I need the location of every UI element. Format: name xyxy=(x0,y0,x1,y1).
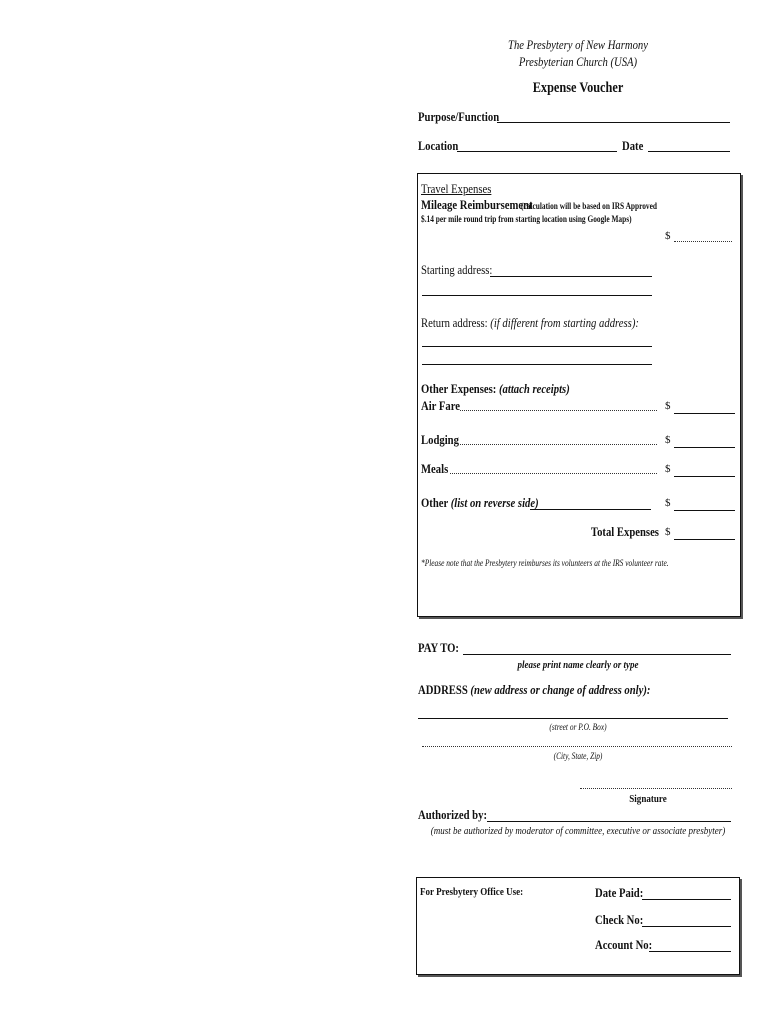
air-fare-leader xyxy=(460,410,657,411)
signature-field[interactable] xyxy=(580,788,732,789)
check-no-label: Check No: xyxy=(595,912,644,927)
city-caption: (City, State, Zip) xyxy=(553,751,603,761)
mileage-amount-field[interactable] xyxy=(674,241,732,242)
starting-address-field-2[interactable] xyxy=(422,295,652,296)
other-description-field[interactable] xyxy=(530,509,651,510)
date-paid-label: Date Paid: xyxy=(595,885,644,900)
mileage-note: (calculation will be based on IRS Approved xyxy=(521,201,658,211)
purpose-label: Purpose/Function xyxy=(418,109,500,124)
other-currency: $ xyxy=(665,497,671,509)
account-no-field[interactable] xyxy=(649,951,731,952)
mileage-label: Mileage Reimbursement xyxy=(421,197,533,212)
meals-leader xyxy=(450,473,657,474)
purpose-field[interactable] xyxy=(497,122,730,123)
lodging-amount-field[interactable] xyxy=(674,447,735,448)
lodging-label: Lodging xyxy=(421,432,459,447)
authorized-by-label: Authorized by: xyxy=(418,807,487,822)
lodging-leader xyxy=(460,444,657,445)
org-denomination: Presbyterian Church (USA) xyxy=(518,54,638,69)
starting-address-field[interactable] xyxy=(490,276,652,277)
meals-label: Meals xyxy=(421,461,449,476)
date-label: Date xyxy=(622,138,644,153)
location-label: Location xyxy=(418,138,459,153)
page-title: Expense Voucher xyxy=(532,80,624,96)
street-field[interactable] xyxy=(418,718,728,719)
total-currency: $ xyxy=(665,526,671,538)
return-address-field-2[interactable] xyxy=(422,364,652,365)
travel-heading: Travel Expenses xyxy=(421,181,492,196)
other-label: Other (list on reverse side) xyxy=(421,495,539,510)
air-fare-amount-field[interactable] xyxy=(674,413,735,414)
return-address-label: Return address: (if different from starting address): xyxy=(421,315,639,330)
pay-to-field[interactable] xyxy=(463,654,731,655)
location-field[interactable] xyxy=(457,151,617,152)
signature-caption: Signature xyxy=(629,793,667,805)
date-paid-field[interactable] xyxy=(642,899,731,900)
reimbursement-note: *Please note that the Presbytery reimburses its volunteers at the IRS volunteer rate. xyxy=(421,558,669,568)
print-name-note: please print name clearly or type xyxy=(517,659,639,671)
account-no-label: Account No: xyxy=(595,937,653,952)
other-expenses-heading: Other Expenses: (attach receipts) xyxy=(421,381,570,396)
meals-amount-field[interactable] xyxy=(674,476,735,477)
pay-to-label: PAY TO: xyxy=(418,640,459,655)
mileage-note-cont: $.14 per mile round trip from starting location using Google Maps) xyxy=(421,214,632,224)
lodging-currency: $ xyxy=(665,434,671,446)
other-amount-field[interactable] xyxy=(674,510,735,511)
air-fare-label: Air Fare xyxy=(421,398,460,413)
city-field[interactable] xyxy=(422,746,732,747)
check-no-field[interactable] xyxy=(642,926,731,927)
street-caption: (street or P.O. Box) xyxy=(549,722,607,732)
total-expenses-label: Total Expenses xyxy=(590,524,659,539)
authorized-note: (must be authorized by moderator of committee, executive or associate presbyter) xyxy=(430,825,726,837)
mileage-currency: $ xyxy=(665,230,671,242)
org-name: The Presbytery of New Harmony xyxy=(508,37,648,52)
date-field[interactable] xyxy=(648,151,730,152)
return-address-field[interactable] xyxy=(422,346,652,347)
authorized-by-field[interactable] xyxy=(487,821,731,822)
air-fare-currency: $ xyxy=(665,400,671,412)
total-amount-field[interactable] xyxy=(674,539,735,540)
meals-currency: $ xyxy=(665,463,671,475)
office-use-label: For Presbytery Office Use: xyxy=(420,886,524,898)
starting-address-label: Starting address: xyxy=(421,262,493,277)
address-label: ADDRESS (new address or change of address only): xyxy=(418,682,651,697)
